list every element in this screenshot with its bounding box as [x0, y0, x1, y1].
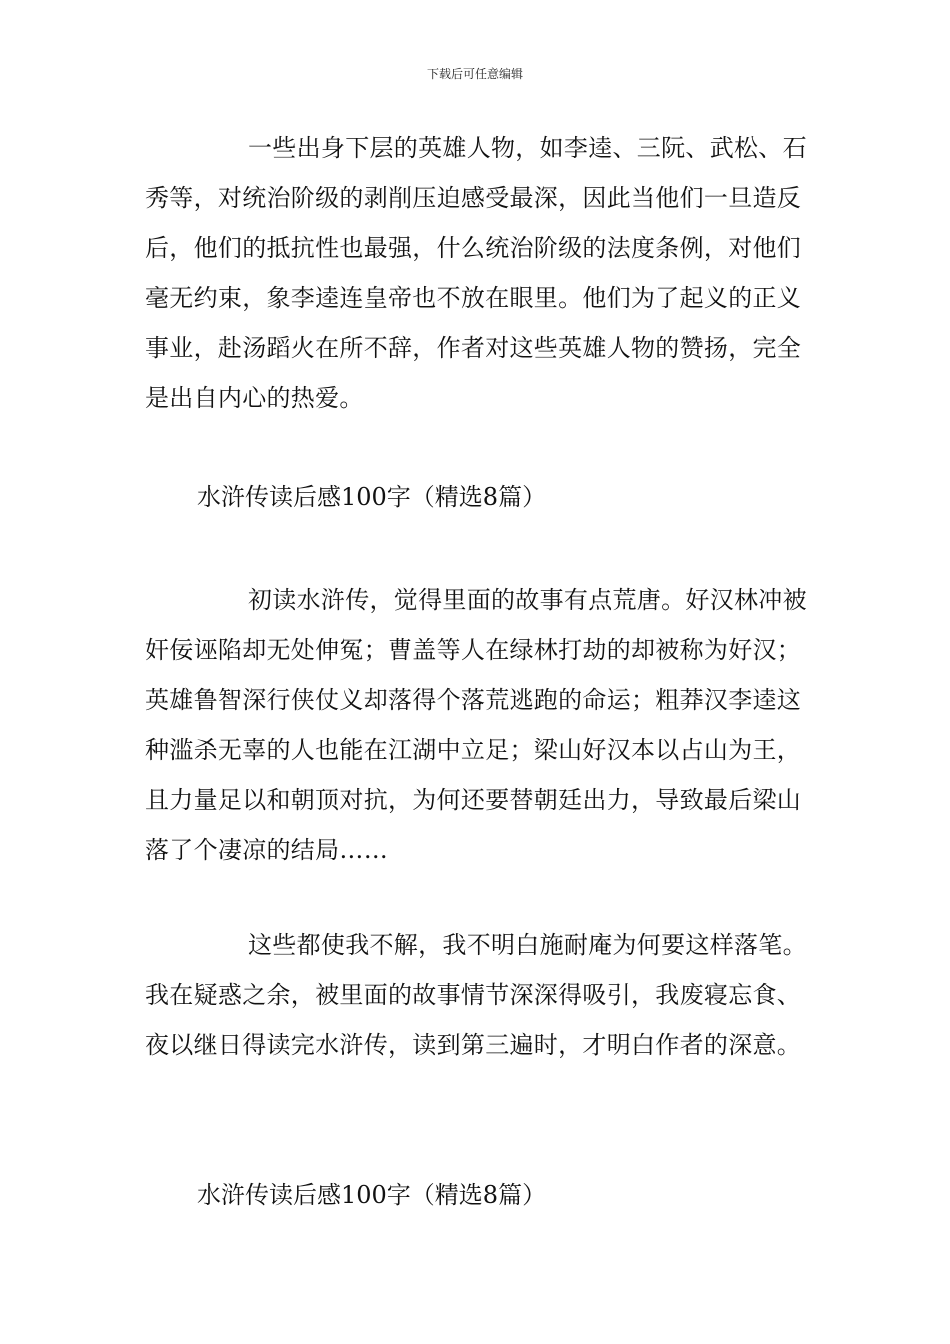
paragraph-text: 这些都使我不解，我不明白施耐庵为何要这样落笔。我在疑惑之余，被里面的故事情节深深得吸引，我废寝忘食、夜以继日得读完水浒传，读到第三遍时，才明白作者的深意。 — [145, 931, 807, 1059]
page-header: 下载后可任意编辑 — [426, 67, 523, 81]
section-heading: 水浒传读后感100字（精选8篇） — [197, 483, 547, 511]
paragraph-first-reading — [145, 575, 817, 875]
paragraph-heroes — [145, 123, 817, 423]
section-heading: 水浒传读后感100字（精选8篇） — [197, 1181, 547, 1209]
paragraph-understanding — [145, 920, 817, 1070]
paragraph-text: 初读水浒传，觉得里面的故事有点荒唐。好汉林冲被奸佞诬陷却无处伸冤；曹盖等人在绿林打劫的却被称为好汉；英雄鲁智深行侠仗义却落得个落荒逃跑的命运；粗莽汉李逵这种滥杀无辜的人也能在江湖中立足；梁山好汉本以占山为王，且力量足以和朝顶对抗，为何还要替朝廷出力，导致最后梁山落了个凄凉的结局…… — [145, 586, 807, 864]
paragraph-text: 一些出身下层的英雄人物，如李逵、三阮、武松、石秀等，对统治阶级的剥削压迫感受最深，因此当他们一旦造反后，他们的抵抗性也最强，什么统治阶级的法度条例，对他们毫无约束，象李逵连皇帝也不放在眼里。他们为了起义的正义事业，赴汤蹈火在所不辞，作者对这些英雄人物的赞扬，完全是出自内心的热爱。 — [145, 134, 807, 412]
